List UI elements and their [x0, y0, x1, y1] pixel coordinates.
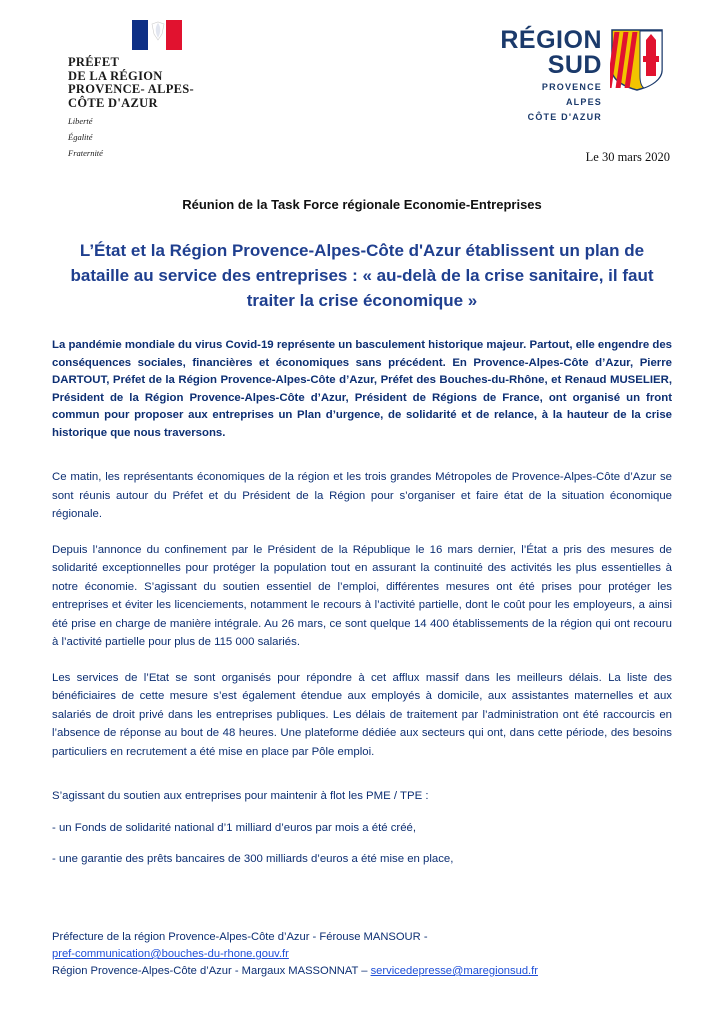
body-list-item-1: - un Fonds de solidarité national d’1 milliard d’euros par mois a été créé, [52, 821, 417, 834]
document-date: Le 30 mars 2020 [585, 150, 670, 164]
footer-contact-region: Région Provence-Alpes-Côte d’Azur - Margaux MASSONNAT – [52, 965, 371, 977]
region-sud-line-1: RÉGION [500, 26, 602, 54]
devise-line-1: Liberté [68, 116, 93, 126]
page-title: L’État et la Région Provence-Alpes-Côte d'Azur établissent un plan de bataille au service des entreprises : « au-delà de la crise sanitaire, il faut traiter la crise économique » [70, 241, 654, 310]
document-subtitle: Réunion de la Task Force régionale Economie-Entreprises [182, 197, 542, 212]
lead-paragraph: La pandémie mondiale du virus Covid-19 représente un basculement historique majeur. Partout, elle engendre des conséquences sociales, financières et économiques sans précédent. En Provence-Alpes-Côte d’Azur, Pierre DARTOUT, Préfet de la Région Provence-Alpes-Côte d’Azur, Préfet des Bouches-du-Rhône, et Renaud MUSELIER, Président de la Région Provence-Alpes-Côte d’Azur, Président de Régions de France, ont organisé un front commun pour proposer aux entreprises un Plan d’urgence, de solidarité et de relance, à la hauteur de la crise historique que nous traversons. [52, 339, 672, 439]
prefet-title-line-4: CÔTE D'AZUR [68, 95, 158, 110]
body-paragraph-1: Ce matin, les représentants économiques de la région et les trois grandes Métropoles de Provence-Alpes-Côte d’Azur se sont réunis autour du Préfet et du Président de la Région pour s’organiser et faire état de la situation économique régionale. [52, 471, 672, 520]
marianne-french-flag-icon [132, 18, 184, 52]
region-sud-coat-of-arms-icon [610, 28, 664, 92]
prefet-title-line-3: PROVENCE- ALPES- [68, 82, 194, 96]
prefet-title-line-1: PRÉFET [68, 55, 120, 69]
region-sud-sub-2: ALPES [565, 97, 602, 107]
body-list-item-2: - une garantie des prêts bancaires de 300 milliards d’euros a été mise en place, [52, 853, 454, 865]
body-paragraph-3: Les services de l’Etat se sont organisés pour répondre à cet afflux massif dans les meilleurs délais. La liste des bénéficiaires de cette mesure s’est également étendue aux employés à domicile, aux assistantes maternelles et aux salariés de droit privé dans les entreprises publiques. Les délais de traitement par l’administration ont été raccourcis en l’absence de réponse au bout de 48 heures. Une plateforme dédiée aux secteurs qui ont, dans cette période, des besoins particuliers en recrutement a été mise en place par Pôle emploi. [52, 671, 672, 758]
region-sud-sub-3: CÔTE D'AZUR [527, 112, 602, 122]
region-sud-line-2: SUD [547, 51, 602, 79]
body-paragraph-4: S’agissant du soutien aux entreprises pour maintenir à flot les PME / TPE : [52, 790, 429, 802]
footer-contact-prefecture: Préfecture de la région Provence-Alpes-Côte d’Azur - Férouse MANSOUR - [52, 931, 428, 943]
region-sud-sub-1: PROVENCE [541, 82, 602, 92]
devise-line-3: Fraternité [68, 148, 103, 158]
region-sud-wordmark [500, 28, 602, 123]
prefet-logo-block [68, 18, 248, 158]
footer-email-prefecture-link[interactable]: pref-communication@bouches-du-rhone.gouv.fr [52, 948, 289, 960]
body-paragraph-2: Depuis l’annonce du confinement par le Président de la République le 16 mars dernier, l’État a pris des mesures de solidarité exceptionnelles pour protéger la population tout en assurant la continuité des activités les plus essentielles à notre économie. S’agissant du soutien essentiel de l’emploi, différentes mesures ont été prises pour protéger les entreprises et éviter les licenciements, notamment le recours à l’activité partielle, dont le coût pour les employeurs, a ainsi été prise en charge de manière intégrale. Au 26 mars, ce sont quelque 14 400 établissements de la région qui ont recouru à l’activité partielle pour plus de 115 000 salariés. [52, 543, 672, 648]
document-footer [52, 929, 672, 980]
footer-email-region-link[interactable]: servicedepresse@maregionsud.fr [370, 965, 538, 977]
prefet-title-line-2: DE LA RÉGION [68, 68, 163, 83]
devise-line-2: Égalité [68, 132, 93, 142]
region-sud-logo-block [500, 28, 664, 123]
